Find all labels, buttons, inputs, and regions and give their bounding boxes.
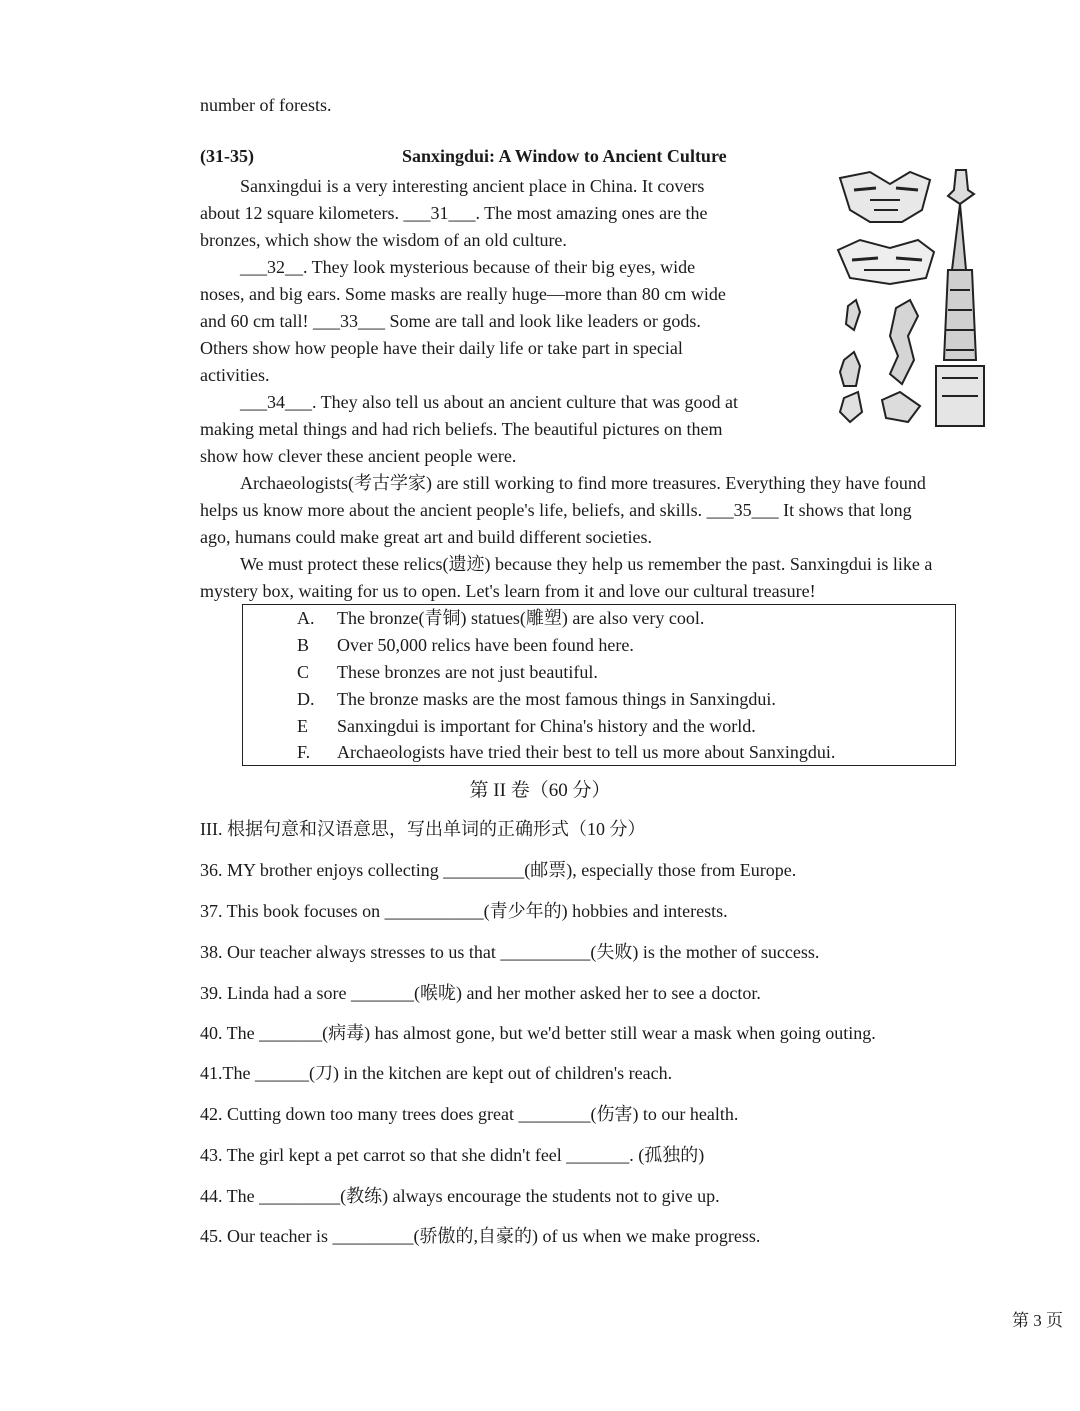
- option-c: [297, 659, 598, 686]
- question-item: 45. Our teacher is _________(骄傲的,自豪的) of us when we make progress.: [200, 1226, 761, 1246]
- previous-passage-end: number of forests.: [200, 95, 332, 115]
- question-range: (31-35): [200, 146, 254, 166]
- passage-line: helps us know more about the ancient people's life, beliefs, and skills. ___35___ It shows that long: [200, 500, 912, 520]
- passage-line: ago, humans could make great art and build different societies.: [200, 527, 653, 547]
- option-text: Archaeologists have tried their best to tell us more about Sanxingdui.: [337, 742, 836, 762]
- option-text: These bronzes are not just beautiful.: [337, 662, 598, 682]
- passage-line: Archaeologists(考古学家) are still working to find more treasures. Everything they have found: [240, 473, 926, 493]
- passage-line: mystery box, waiting for us to open. Let's learn from it and love our cultural treasure!: [200, 581, 816, 601]
- question-item: 44. The _________(教练) always encourage the students not to give up.: [200, 1186, 720, 1206]
- passage-line: noses, and big ears. Some masks are really huge—more than 80 cm wide: [200, 284, 726, 304]
- question-item: 37. This book focuses on ___________(青少年的) hobbies and interests.: [200, 901, 728, 921]
- question-item: 41.The ______(刀) in the kitchen are kept out of children's reach.: [200, 1063, 673, 1083]
- part-heading: III. 根据句意和汉语意思，写出单词的正确形式（10 分）: [200, 819, 646, 839]
- passage-line: about 12 square kilometers. ___31___. The most amazing ones are the: [200, 203, 708, 223]
- bronze-mask-icon: [838, 240, 934, 284]
- option-letter: F.: [297, 742, 311, 762]
- option-text: Sanxingdui is important for China's history and the world.: [337, 716, 756, 736]
- bronze-dragon-icon: [882, 300, 920, 422]
- question-item: 42. Cutting down too many trees does great ________(伤害) to our health.: [200, 1104, 739, 1124]
- passage-line: activities.: [200, 365, 270, 385]
- option-letter: B: [297, 635, 310, 655]
- passage-line: Others show how people have their daily life or take part in special: [200, 338, 683, 358]
- option-letter: A.: [297, 608, 315, 628]
- question-item: 43. The girl kept a pet carrot so that she didn't feel _______. (孤独的): [200, 1145, 705, 1165]
- option-a: [297, 605, 704, 632]
- option-letter: C: [297, 662, 310, 682]
- bronze-figurine-icon: [840, 300, 862, 422]
- passage-title: Sanxingdui: A Window to Ancient Culture: [402, 146, 727, 166]
- question-item: 38. Our teacher always stresses to us that __________(失败) is the mother of success.: [200, 942, 820, 962]
- passage-line: We must protect these relics(遗迹) because they help us remember the past. Sanxingdui is like a: [240, 554, 933, 574]
- option-d: [297, 686, 776, 713]
- page-number: 第 3 页: [1012, 1311, 1063, 1330]
- bronze-mask-icon: [840, 172, 930, 222]
- bronze-statue-icon: [936, 170, 984, 426]
- section-title: 第 II 卷（60 分）: [469, 780, 611, 801]
- question-item: 36. MY brother enjoys collecting _________(邮票), especially those from Europe.: [200, 860, 797, 880]
- passage-line: bronzes, which show the wisdom of an old culture.: [200, 230, 567, 250]
- option-b: [297, 632, 634, 659]
- passage-line: Sanxingdui is a very interesting ancient place in China. It covers: [240, 176, 705, 196]
- passage-line: show how clever these ancient people were.: [200, 446, 517, 466]
- passage-line: making metal things and had rich beliefs. The beautiful pictures on them: [200, 419, 723, 439]
- question-item: 39. Linda had a sore _______(喉咙) and her mother asked her to see a doctor.: [200, 983, 761, 1003]
- passage-line: ___32__. They look mysterious because of their big eyes, wide: [240, 257, 696, 277]
- question-item: 40. The _______(病毒) has almost gone, but we'd better still wear a mask when going outing.: [200, 1023, 876, 1043]
- option-f: [297, 739, 835, 766]
- answer-options-box: [242, 604, 956, 766]
- option-letter: E: [297, 716, 308, 736]
- option-letter: D.: [297, 689, 315, 709]
- passage-line: and 60 cm tall! ___33___ Some are tall and look like leaders or gods.: [200, 311, 701, 331]
- option-text: Over 50,000 relics have been found here.: [337, 635, 634, 655]
- option-text: The bronze masks are the most famous things in Sanxingdui.: [337, 689, 776, 709]
- option-e: [297, 713, 756, 740]
- bronze-artifacts-illustration: [830, 160, 990, 435]
- option-text: The bronze(青铜) statues(雕塑) are also very cool.: [337, 608, 705, 628]
- passage-line: ___34___. They also tell us about an ancient culture that was good at: [240, 392, 739, 412]
